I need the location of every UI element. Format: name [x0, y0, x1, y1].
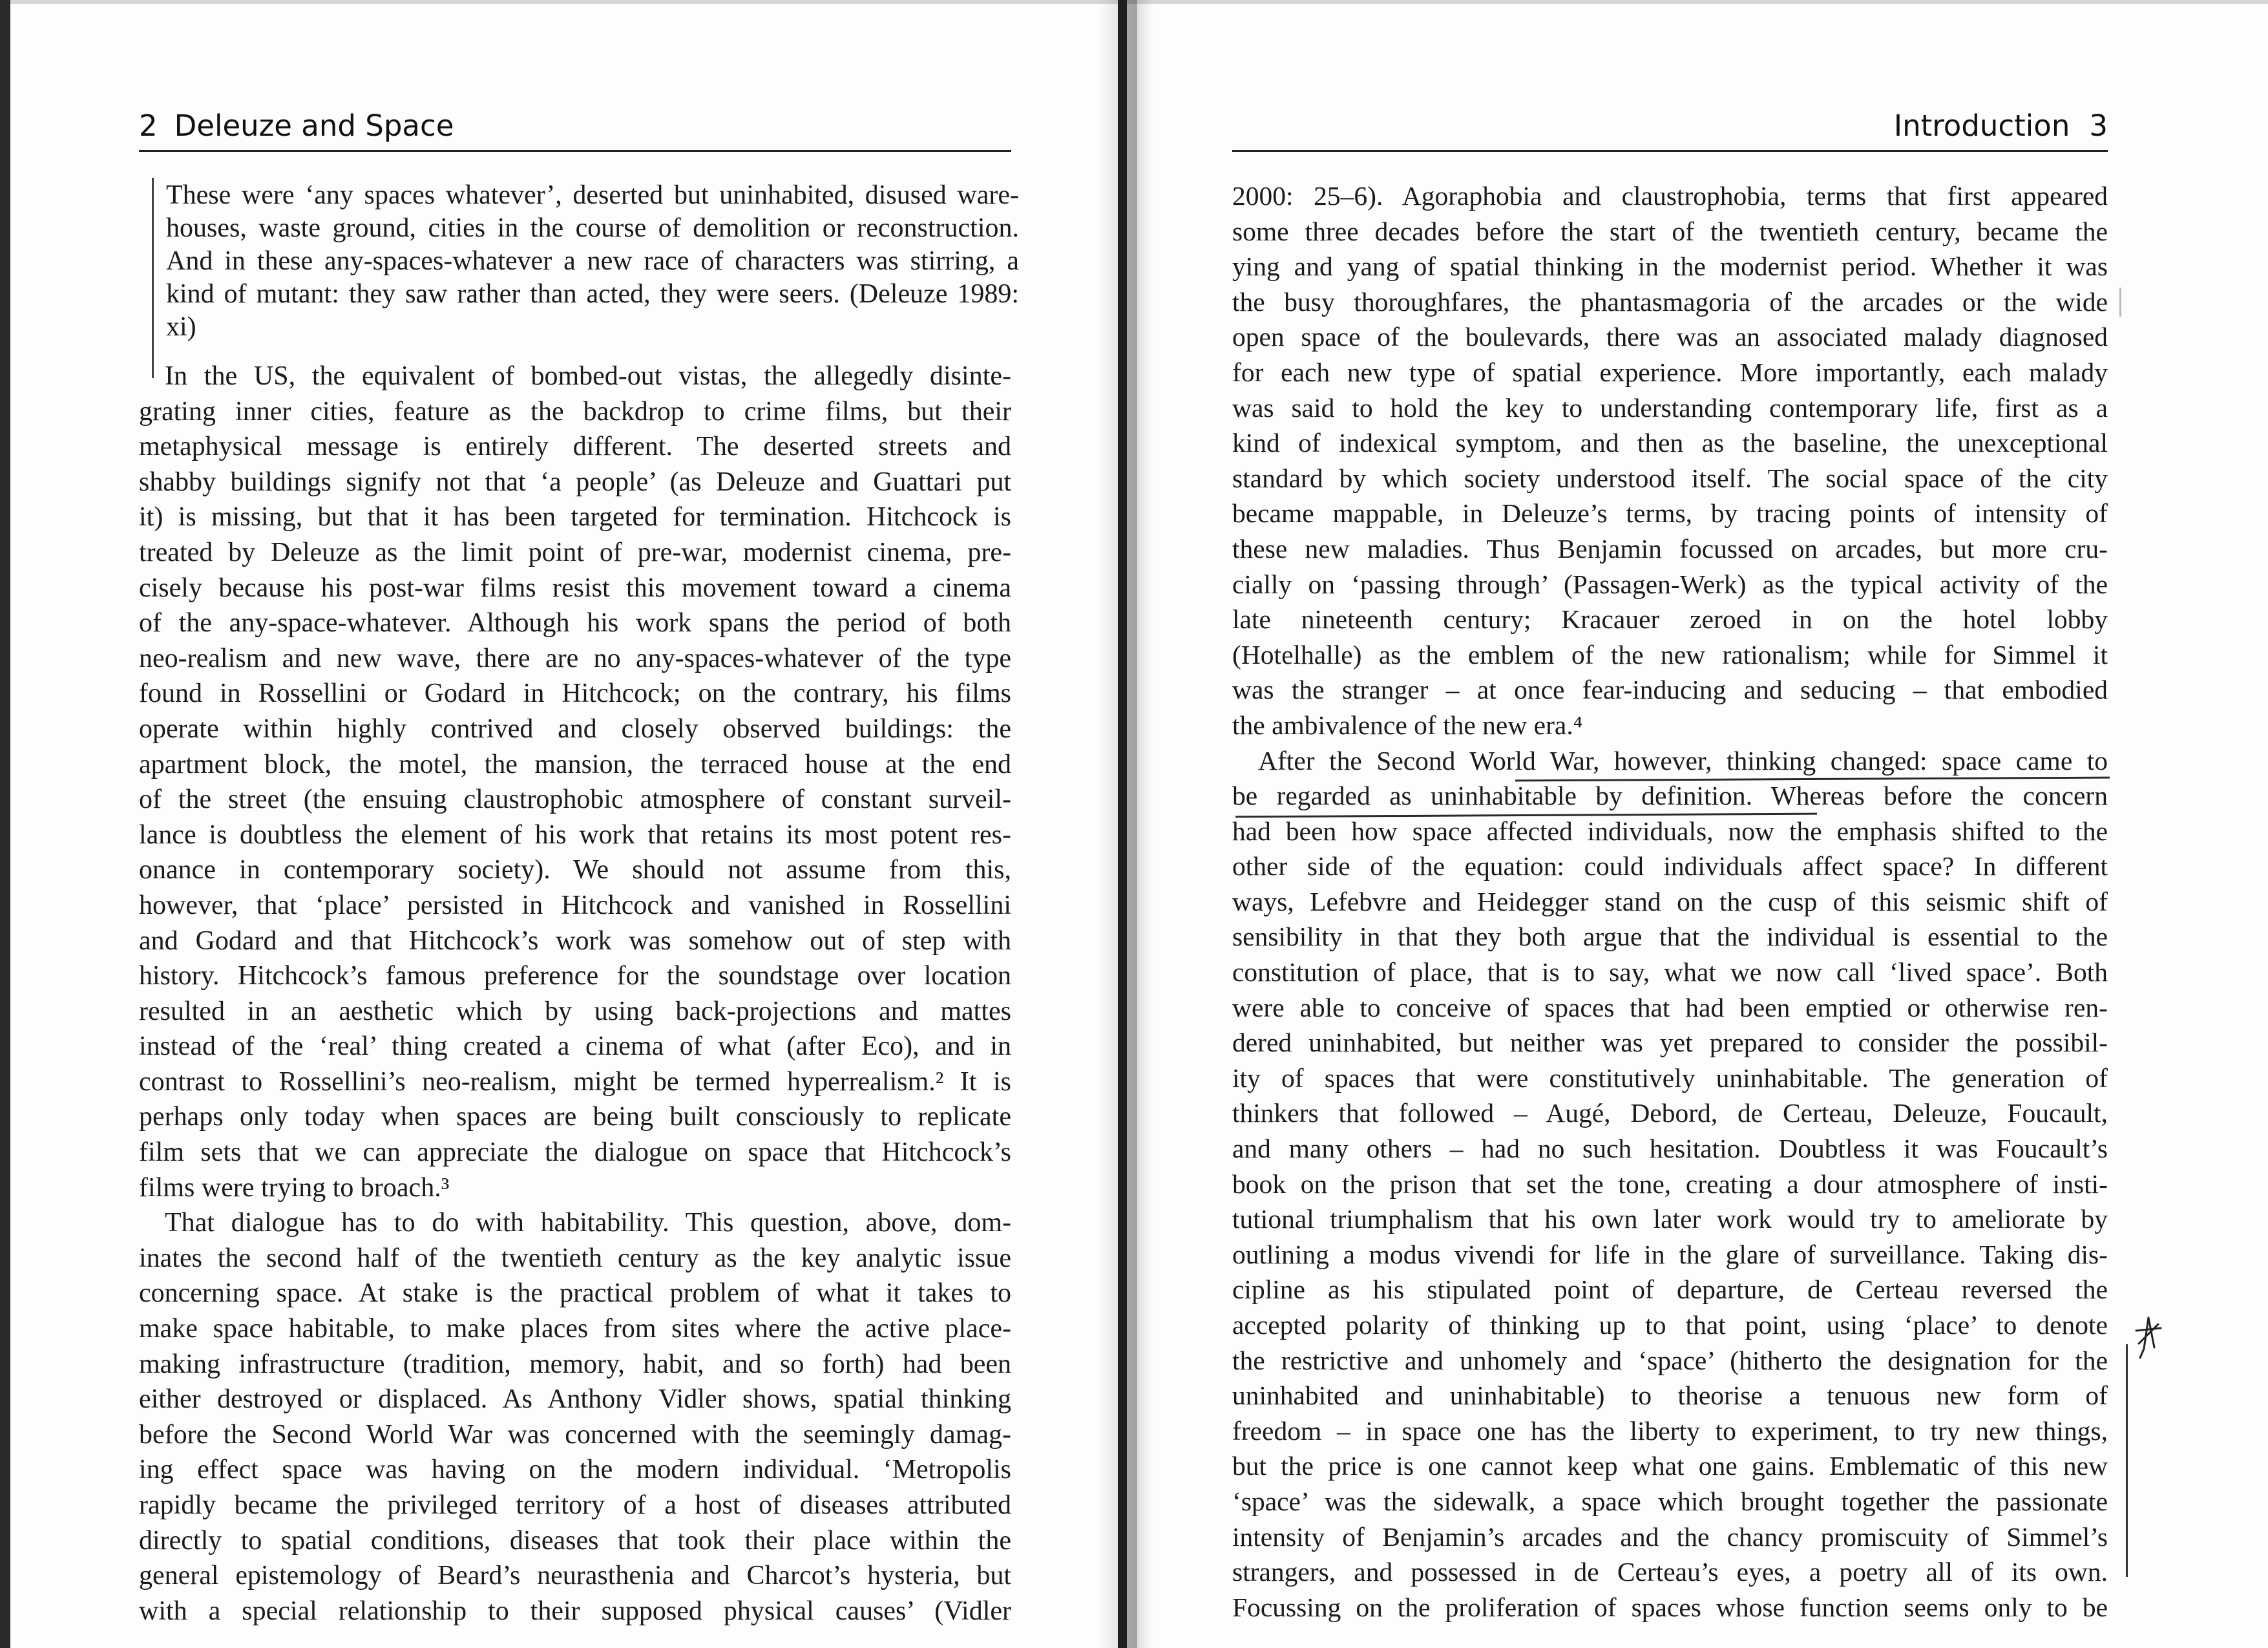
text-line: neo-realism and new wave, there are no any-spaces-whatever of the type	[139, 643, 1011, 673]
text-line: book on the prison that set the tone, creating a dour atmosphere of insti-	[1232, 1168, 2108, 1199]
text-line: either destroyed or displaced. As Anthony Vidler shows, spatial thinking	[139, 1384, 1011, 1415]
text-line: intensity of Benjamin’s arcades and the chancy promiscuity of Simmel’s	[1232, 1521, 2108, 1552]
text-line: Focussing on the proliferation of spaces whose function seems only to be	[1232, 1592, 2108, 1622]
text-line: tutional triumphalism that his own later work would try to ameliorate by	[1232, 1204, 2108, 1234]
page-number: 3	[2089, 109, 2108, 143]
text-line: however, that ‘place’ persisted in Hitchcock and vanished in Rossellini	[139, 890, 1011, 920]
text-line: operate within highly contrived and closely observed buildings: the	[139, 713, 1011, 744]
text-line: grating inner cities, feature as the backdrop to crime films, but their	[139, 396, 1011, 427]
text-line: was said to hold the key to understanding contemporary life, first as a	[1232, 392, 2108, 423]
text-line: ity of spaces that were constitutively uninhabitable. The generation of	[1232, 1062, 2108, 1093]
text-line: cipline as his stipulated point of departure, de Certeau reversed the	[1232, 1274, 2108, 1305]
text-line: these new maladies. Thus Benjamin focussed on arcades, but more cru-	[1232, 533, 2108, 564]
text-line: be regarded as uninhabitable by definition. Whereas before the concern	[1232, 781, 2108, 811]
text-line: concerning space. At stake is the practical problem of what it takes to	[139, 1278, 1011, 1309]
text-line: directly to spatial conditions, diseases that took their place within the	[139, 1525, 1011, 1556]
text-line: accepted polarity of thinking up to that point, using ‘place’ to denote	[1232, 1310, 2108, 1340]
text-line: the busy thoroughfares, the phantasmagoria of the arcades or the wide	[1232, 286, 2108, 317]
text-line: perhaps only today when spaces are being built consciously to replicate	[139, 1102, 1011, 1132]
header-rule	[1232, 150, 2108, 152]
text-line: strangers, and possessed in de Certeau’s eyes, a poetry all of its own.	[1232, 1557, 2108, 1587]
text-line: (Hotelhalle) as the emblem of the new rationalism; while for Simmel it	[1232, 639, 2108, 670]
text-line: That dialogue has to do with habitability. This question, above, dom-	[165, 1208, 1011, 1238]
text-line: metaphysical message is entirely different. The deserted streets and	[139, 432, 1011, 462]
text-line: 2000: 25–6). Agoraphobia and claustrophobia, terms that first appeared	[1232, 181, 2108, 211]
text-line: ing effect space was having on the modern individual. ‘Metropolis	[139, 1455, 1011, 1485]
text-line: other side of the equation: could individuals affect space? In different	[1232, 851, 2108, 882]
text-line: make space habitable, to make places from sites where the active place-	[139, 1314, 1011, 1344]
margin-annotation-bar	[2126, 1344, 2128, 1577]
page-number: 2	[139, 109, 158, 143]
text-line: became mappable, in Deleuze’s terms, by tracing points of intensity of	[1232, 498, 2108, 529]
running-title: Introduction	[1893, 109, 2070, 143]
text-line: resulted in an aesthetic which by using back-projections and mattes	[139, 996, 1011, 1026]
text-line: for each new type of spatial experience. More importantly, each malady	[1232, 357, 2108, 387]
text-line: shabby buildings signify not that ‘a people’ (as Deleuze and Guattari put	[139, 467, 1011, 497]
text-line: instead of the ‘real’ thing created a cinema of what (after Eco), and in	[139, 1031, 1011, 1062]
text-line: was the stranger – at once fear-inducing and seducing – that embodied	[1232, 675, 2108, 705]
gutter-shadow-right	[1127, 0, 1153, 1648]
text-line: inates the second half of the twentieth century as the key analytic issue	[139, 1243, 1011, 1273]
text-line: history. Hitchcock’s famous preference for the soundstage over location	[139, 961, 1011, 991]
text-line: onance in contemporary society). We should not assume from this,	[139, 855, 1011, 885]
text-line: After the Second World War, however, thinking changed: space came to	[1258, 745, 2108, 776]
block-quote	[166, 179, 1019, 344]
quote-line: And in these any-spaces-whatever a new race of characters was stirring, a	[166, 246, 1019, 276]
text-line: found in Rossellini or Godard in Hitchcock; on the contrary, his films	[139, 679, 1011, 709]
text-line: some three decades before the start of the twentieth century, became the	[1232, 216, 2108, 246]
text-line: uninhabited and uninhabitable) to theorise a tenuous new form of	[1232, 1380, 2108, 1411]
text-line: ying and yang of spatial thinking in the modernist period. Whether it was	[1232, 251, 2108, 282]
text-line: contrast to Rossellini’s neo-realism, might be termed hyperrealism.² It is	[139, 1066, 1011, 1097]
text-line: with a special relationship to their supposed physical causes’ (Vidler	[139, 1596, 1011, 1626]
running-head-left	[139, 109, 1011, 149]
text-line: late nineteenth century; Kracauer zeroed in on the hotel lobby	[1232, 604, 2108, 635]
book-gutter	[1118, 0, 1127, 1648]
text-line: thinkers that followed – Augé, Debord, de Certeau, Deleuze, Foucault,	[1232, 1098, 2108, 1128]
text-line: ways, Lefebvre and Heidegger stand on the cusp of this seismic shift of	[1232, 886, 2108, 916]
text-line: lance is doubtless the element of his work that retains its most potent res-	[139, 819, 1011, 850]
text-line: freedom – in space one has the liberty to experiment, to try new things,	[1232, 1415, 2108, 1446]
text-line: and many others – had no such hesitation. Doubtless it was Foucault’s	[1232, 1134, 2108, 1164]
quote-line: houses, waste ground, cities in the course of demolition or reconstruction.	[166, 213, 1019, 243]
text-line: of the any-space-whatever. Although his work spans the period of both	[139, 608, 1011, 639]
text-line: cially on ‘passing through’ (Passagen-Werk) as the typical activity of the	[1232, 569, 2108, 599]
running-head-right	[1232, 109, 2108, 149]
body-text-left	[139, 359, 1011, 1629]
header-rule	[139, 150, 1011, 152]
text-line: of the street (the ensuing claustrophobic atmosphere of constant surveil-	[139, 785, 1011, 815]
text-line: dered uninhabited, but neither was yet prepared to consider the possibil-	[1232, 1028, 2108, 1058]
scan-left-edge	[0, 0, 10, 1648]
text-line: but the price is one cannot keep what one gains. Emblematic of this new	[1232, 1451, 2108, 1481]
text-line: it) is missing, but that it has been targeted for termination. Hitchcock is	[139, 502, 1011, 533]
text-line: sensibility in that they both argue that the individual is essential to the	[1232, 922, 2108, 952]
text-line: standard by which society understood itself. The social space of the city	[1232, 463, 2108, 493]
text-line: general epistemology of Beard’s neurasthenia and Charcot’s hysteria, but	[139, 1561, 1011, 1591]
text-line: cisely because his post-war films resist this movement toward a cinema	[139, 573, 1011, 603]
text-line: film sets that we can appreciate the dialogue on space that Hitchcock’s	[139, 1137, 1011, 1168]
text-line: films were trying to broach.³	[139, 1172, 450, 1203]
text-line: ‘space’ was the sidewalk, a space which brought together the passionate	[1232, 1486, 2108, 1516]
text-line: were able to conceive of spaces that had been emptied or otherwise ren-	[1232, 992, 2108, 1022]
text-line: In the US, the equivalent of bombed-out vistas, the allegedly disinte-	[165, 361, 1011, 391]
quote-line: xi)	[166, 312, 196, 342]
quote-line: kind of mutant: they saw rather than acted, they were seers. (Deleuze 1989:	[166, 279, 1019, 309]
quote-line: These were ‘any spaces whatever’, deserted but uninhabited, disused ware-	[166, 180, 1019, 210]
running-title: Deleuze and Space	[174, 109, 454, 143]
text-line: and Godard and that Hitchcock’s work was somehow out of step with	[139, 925, 1011, 956]
text-line: apartment block, the motel, the mansion, the terraced house at the end	[139, 749, 1011, 779]
text-line: outlining a modus vivendi for life in the glare of surveillance. Taking dis-	[1232, 1239, 2108, 1269]
text-line: rapidly became the privileged territory of a host of diseases attributed	[139, 1490, 1011, 1520]
text-line: the ambivalence of the new era.⁴	[1232, 710, 1583, 740]
text-line: the restrictive and unhomely and ‘space’ (hitherto the designation for the	[1232, 1345, 2108, 1375]
text-line: open space of the boulevards, there was an associated malady diagnosed	[1232, 322, 2108, 352]
quote-margin-mark	[152, 178, 154, 378]
margin-annotation-bar	[2119, 288, 2121, 317]
text-line: treated by Deleuze as the limit point of pre-war, modernist cinema, pre-	[139, 537, 1011, 567]
text-line: making infrastructure (tradition, memory, habit, and so forth) had been	[139, 1349, 1011, 1379]
text-line: kind of indexical symptom, and then as the baseline, the unexceptional	[1232, 428, 2108, 458]
text-line: had been how space affected individuals, now the emphasis shifted to the	[1232, 816, 2108, 846]
text-line: before the Second World War was concerned with the seemingly damag-	[139, 1419, 1011, 1450]
star-annotation-icon	[2132, 1315, 2165, 1360]
body-text-right	[1232, 178, 2108, 1625]
text-line: constitution of place, that is to say, what we now call ‘lived space’. Both	[1232, 957, 2108, 988]
